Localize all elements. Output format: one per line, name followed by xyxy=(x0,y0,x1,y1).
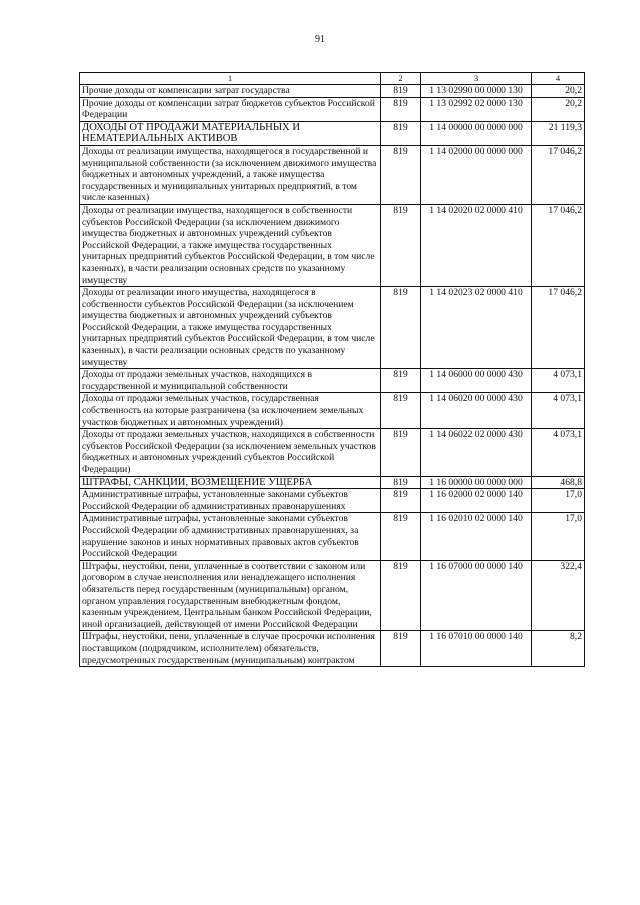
row-amount-cell: 4 073,1 xyxy=(532,393,585,429)
row-code-cell: 819 xyxy=(381,489,421,513)
row-name-cell: ДОХОДЫ ОТ ПРОДАЖИ МАТЕРИАЛЬНЫХ И НЕМАТЕРИАЛЬНЫХ АКТИВОВ xyxy=(80,121,381,145)
table-row xyxy=(80,513,585,560)
header-col-2: 2 xyxy=(381,73,421,85)
row-name-cell: Прочие доходы от компенсации затрат государства xyxy=(80,85,381,98)
row-code-cell: 819 xyxy=(381,85,421,98)
row-kbk-cell: 1 14 06000 00 0000 430 xyxy=(421,369,532,393)
header-col-4: 4 xyxy=(532,73,585,85)
row-code-cell: 819 xyxy=(381,369,421,393)
row-amount-cell: 8,2 xyxy=(532,631,585,667)
row-kbk-cell: 1 14 06022 02 0000 430 xyxy=(421,429,532,476)
row-kbk-cell: 1 16 07000 00 0000 140 xyxy=(421,560,532,631)
row-amount-cell: 322,4 xyxy=(532,560,585,631)
header-col-3: 3 xyxy=(421,73,532,85)
row-amount-cell: 468,8 xyxy=(532,476,585,489)
row-amount-cell: 20,2 xyxy=(532,85,585,98)
row-code-cell: 819 xyxy=(381,560,421,631)
row-amount-cell: 17 046,2 xyxy=(532,145,585,204)
revenue-table xyxy=(79,72,585,667)
row-kbk-cell: 1 14 06020 00 0000 430 xyxy=(421,393,532,429)
table-row xyxy=(80,489,585,513)
table-row xyxy=(80,97,585,121)
table-row xyxy=(80,429,585,476)
row-kbk-cell: 1 16 00000 00 0000 000 xyxy=(421,476,532,489)
table-header-row xyxy=(80,73,585,85)
table-row xyxy=(80,393,585,429)
row-amount-cell: 20,2 xyxy=(532,97,585,121)
row-kbk-cell: 1 14 00000 00 0000 000 xyxy=(421,121,532,145)
page-number: 91 xyxy=(315,34,325,45)
row-name-cell: Доходы от продажи земельных участков, находящихся в собственности субъектов Российской Федерации (за исключением земельных участков бюджетных и автономных учреждений субъектов Российской Федерации) xyxy=(80,429,381,476)
row-kbk-cell: 1 14 02020 02 0000 410 xyxy=(421,204,532,286)
row-kbk-cell: 1 13 02992 02 0000 130 xyxy=(421,97,532,121)
table-row xyxy=(80,204,585,286)
table-body xyxy=(80,85,585,667)
row-code-cell: 819 xyxy=(381,393,421,429)
row-kbk-cell: 1 16 02000 02 0000 140 xyxy=(421,489,532,513)
row-code-cell: 819 xyxy=(381,476,421,489)
table-row xyxy=(80,287,585,369)
row-kbk-cell: 1 14 02023 02 0000 410 xyxy=(421,287,532,369)
row-code-cell: 819 xyxy=(381,429,421,476)
row-name-cell: ШТРАФЫ, САНКЦИИ, ВОЗМЕЩЕНИЕ УЩЕРБА xyxy=(80,476,381,489)
row-amount-cell: 21 119,3 xyxy=(532,121,585,145)
table-row xyxy=(80,145,585,204)
row-name-cell: Доходы от продажи земельных участков, государственная собственность на которые разграничена (за исключением земельных участков бюджетных и автономных учреждений) xyxy=(80,393,381,429)
table-row xyxy=(80,631,585,667)
row-name-cell: Доходы от реализации иного имущества, находящегося в собственности субъектов Российской Федерации (за исключением имущества бюджетных и автономных учреждений субъектов Российской Федерации, а также имущества государственных унитарных предприятий субъектов Российской Федерации, в том числе казенных), в части реализации основных средств по указанному имуществу xyxy=(80,287,381,369)
row-kbk-cell: 1 16 02010 02 0000 140 xyxy=(421,513,532,560)
row-name-cell: Административные штрафы, установленные законами субъектов Российской Федерации об административных правонарушениях, за нарушение законов и иных нормативных правовых актов субъектов Российской Федерации xyxy=(80,513,381,560)
section-row xyxy=(80,121,585,145)
row-amount-cell: 4 073,1 xyxy=(532,369,585,393)
row-name-cell: Штрафы, неустойки, пени, уплаченные в случае просрочки исполнения поставщиком (подрядчиком, исполнителем) обязательств, предусмотренных государственным (муниципальным) контрактом xyxy=(80,631,381,667)
row-amount-cell: 4 073,1 xyxy=(532,429,585,476)
row-code-cell: 819 xyxy=(381,513,421,560)
row-kbk-cell: 1 13 02990 00 0000 130 xyxy=(421,85,532,98)
row-code-cell: 819 xyxy=(381,631,421,667)
row-name-cell: Доходы от реализации имущества, находящегося в государственной и муниципальной собственности (за исключением движимого имущества бюджетных и автономных учреждений, а также имущества государственных и муниципальных унитарных предприятий, в том числе казенных) xyxy=(80,145,381,204)
table-row xyxy=(80,85,585,98)
row-code-cell: 819 xyxy=(381,121,421,145)
row-code-cell: 819 xyxy=(381,204,421,286)
header-col-1: 1 xyxy=(80,73,381,85)
row-code-cell: 819 xyxy=(381,287,421,369)
row-amount-cell: 17 046,2 xyxy=(532,204,585,286)
row-name-cell: Доходы от продажи земельных участков, находящихся в государственной и муниципальной собственности xyxy=(80,369,381,393)
row-amount-cell: 17 046,2 xyxy=(532,287,585,369)
row-code-cell: 819 xyxy=(381,145,421,204)
row-name-cell: Административные штрафы, установленные законами субъектов Российской Федерации об административных правонарушениях xyxy=(80,489,381,513)
row-amount-cell: 17,0 xyxy=(532,513,585,560)
row-kbk-cell: 1 14 02000 00 0000 000 xyxy=(421,145,532,204)
row-amount-cell: 17,0 xyxy=(532,489,585,513)
table-row xyxy=(80,560,585,631)
table-row xyxy=(80,369,585,393)
row-code-cell: 819 xyxy=(381,97,421,121)
row-name-cell: Прочие доходы от компенсации затрат бюджетов субъектов Российской Федерации xyxy=(80,97,381,121)
row-name-cell: Штрафы, неустойки, пени, уплаченные в соответствии с законом или договором в случае неисполнения или ненадлежащего исполнения обязательств перед государственным (муниципальным) органом, органом управления государственным внебюджетным фондом, казенным учреждением, Центральным банком Российской Федерации, иной организацией, действующей от имени Российской Федерации xyxy=(80,560,381,631)
row-kbk-cell: 1 16 07010 00 0000 140 xyxy=(421,631,532,667)
row-name-cell: Доходы от реализации имущества, находящегося в собственности субъектов Российской Федерации (за исключением движимого имущества бюджетных и автономных учреждений субъектов Российской Федерации, а также имущества государственных унитарных предприятий субъектов Российской Федерации, в том числе казенных), в части реализации основных средств по указанному имуществу xyxy=(80,204,381,286)
section-row xyxy=(80,476,585,489)
